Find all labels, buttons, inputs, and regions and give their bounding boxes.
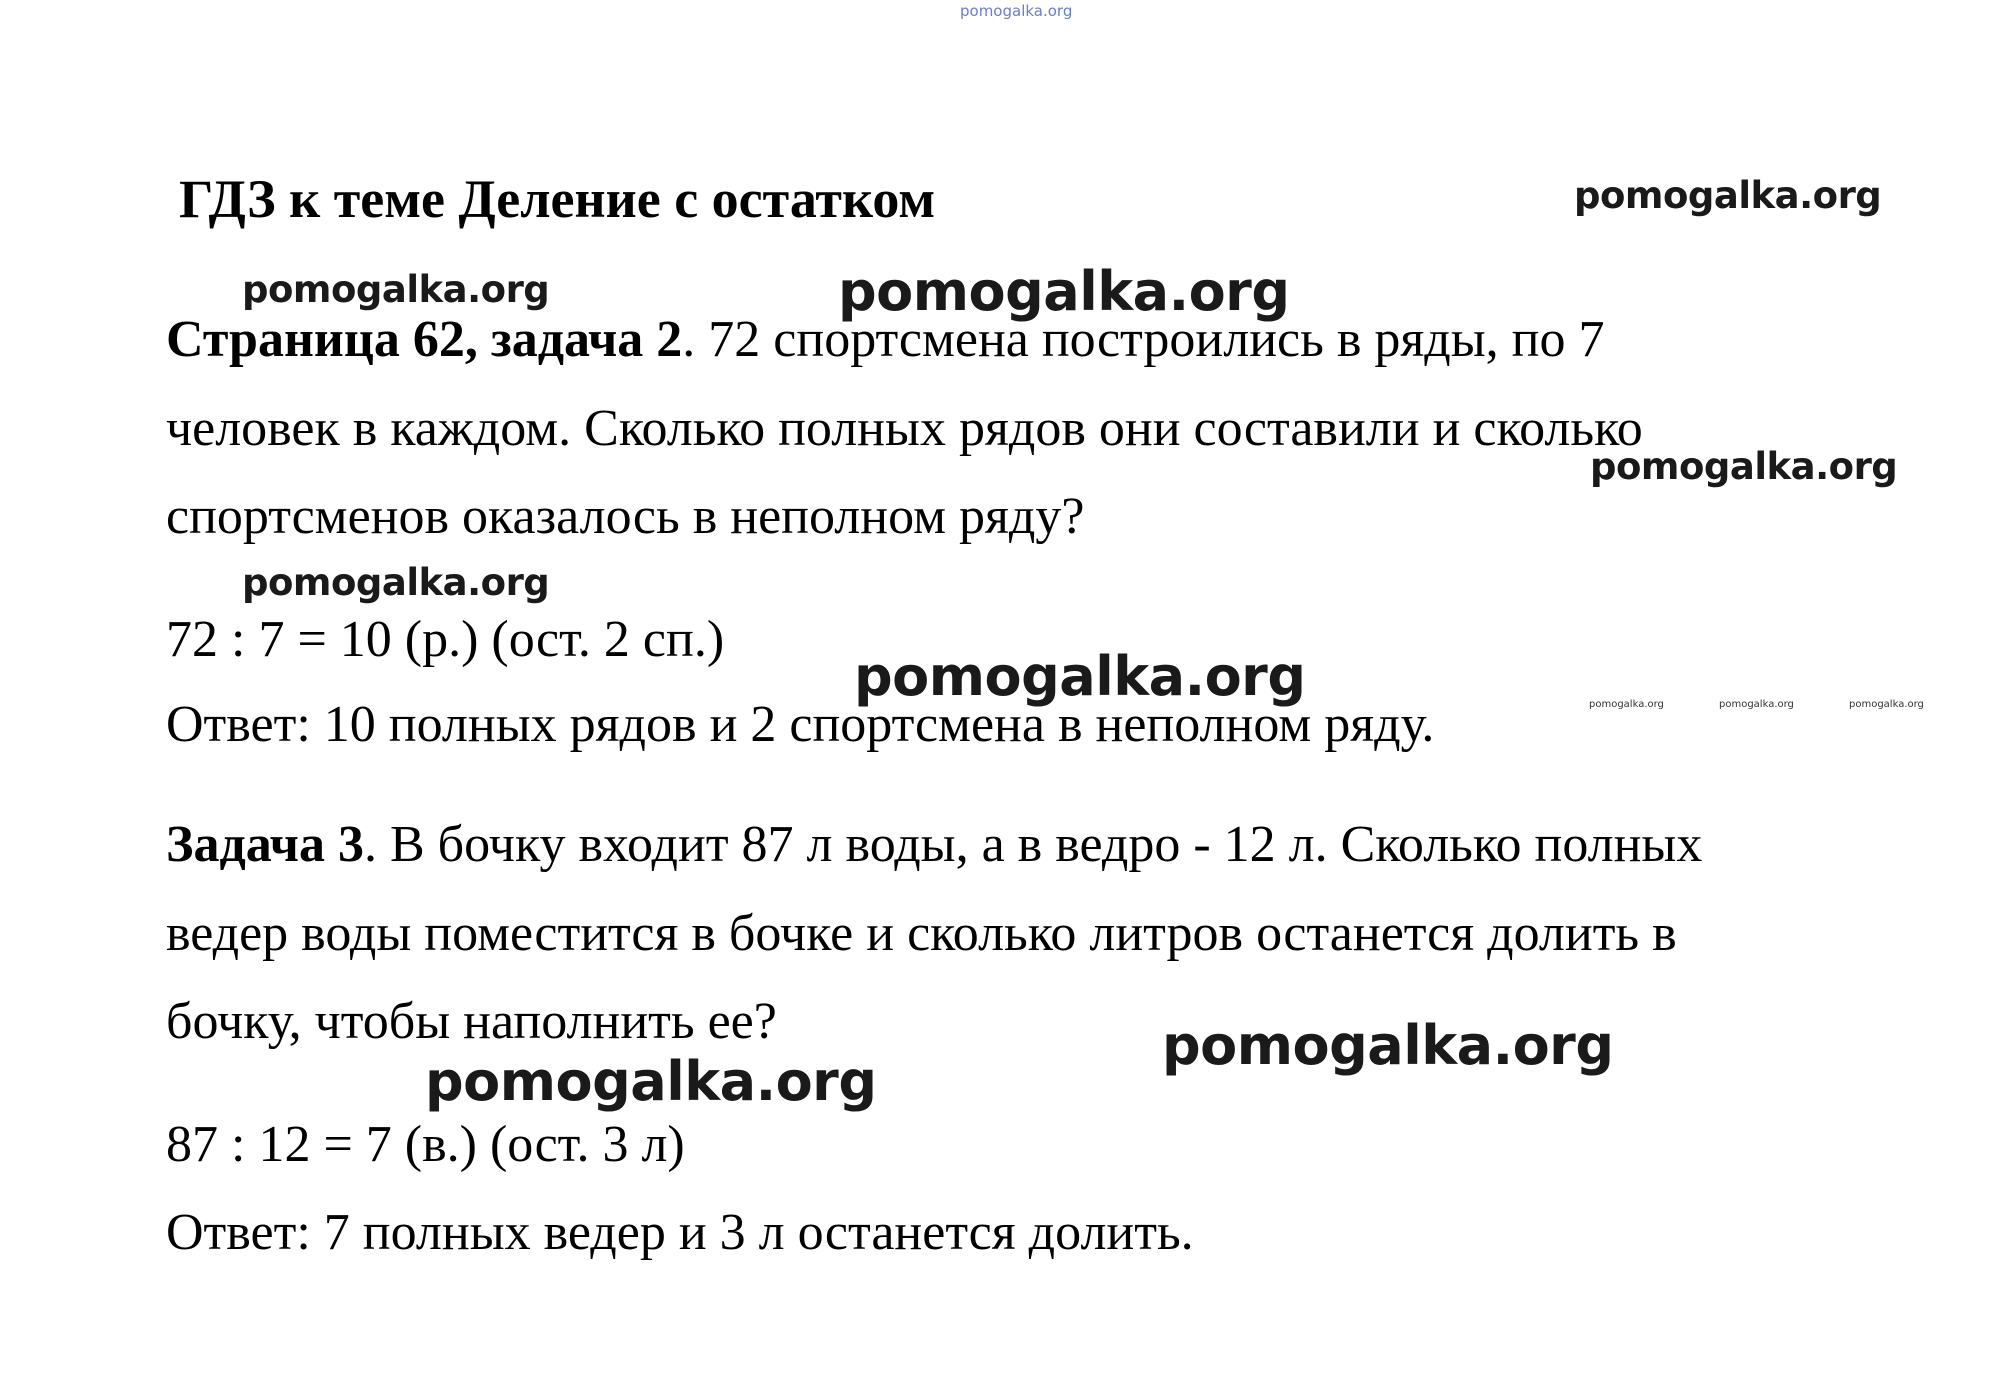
task3-heading: Задача 3	[166, 816, 364, 873]
task3-solution: 87 : 12 = 7 (в.) (ост. 3 л)	[166, 1116, 685, 1173]
watermark: pomogalka.org	[1589, 699, 1664, 710]
watermark: pomogalka.org	[242, 561, 550, 604]
task2-heading: Страница 62, задача 2	[166, 311, 683, 368]
watermark: pomogalka.org	[1574, 174, 1882, 217]
watermark: pomogalka.org	[838, 260, 1290, 323]
watermark: pomogalka.org	[1849, 699, 1924, 710]
task2-answer: Ответ: 10 полных рядов и 2 спортсмена в неполном ряду.	[166, 696, 1435, 753]
task2-line3: спортсменов оказалось в неполном ряду?	[166, 488, 1085, 545]
watermark: pomogalka.org	[425, 1050, 877, 1113]
watermark: pomogalka.org	[242, 268, 550, 311]
page-title: ГДЗ к теме Деление с остатком	[179, 169, 936, 229]
site-mark-top: pomogalka.org	[960, 2, 1073, 20]
watermark: pomogalka.org	[1719, 699, 1794, 710]
task3-answer: Ответ: 7 полных ведер и 3 л останется долить.	[166, 1204, 1194, 1261]
watermark: pomogalka.org	[854, 645, 1306, 708]
watermark: pomogalka.org	[1162, 1014, 1614, 1077]
task3-text-1: . В бочку входит 87 л воды, а в ведро - 12 л. Сколько полных	[364, 816, 1703, 873]
watermark: pomogalka.org	[1590, 445, 1898, 488]
task2-text-1: . 72 спортсмена построились в ряды, по 7	[682, 311, 1605, 368]
task3-line1	[166, 815, 1702, 875]
task2-line2: человек в каждом. Сколько полных рядов они составили и сколько	[166, 400, 1643, 457]
task3-line2: ведер воды поместится в бочке и сколько литров останется долить в	[166, 905, 1677, 962]
task2-solution: 72 : 7 = 10 (р.) (ост. 2 сп.)	[166, 611, 725, 668]
task3-line3: бочку, чтобы наполнить ее?	[166, 993, 777, 1050]
